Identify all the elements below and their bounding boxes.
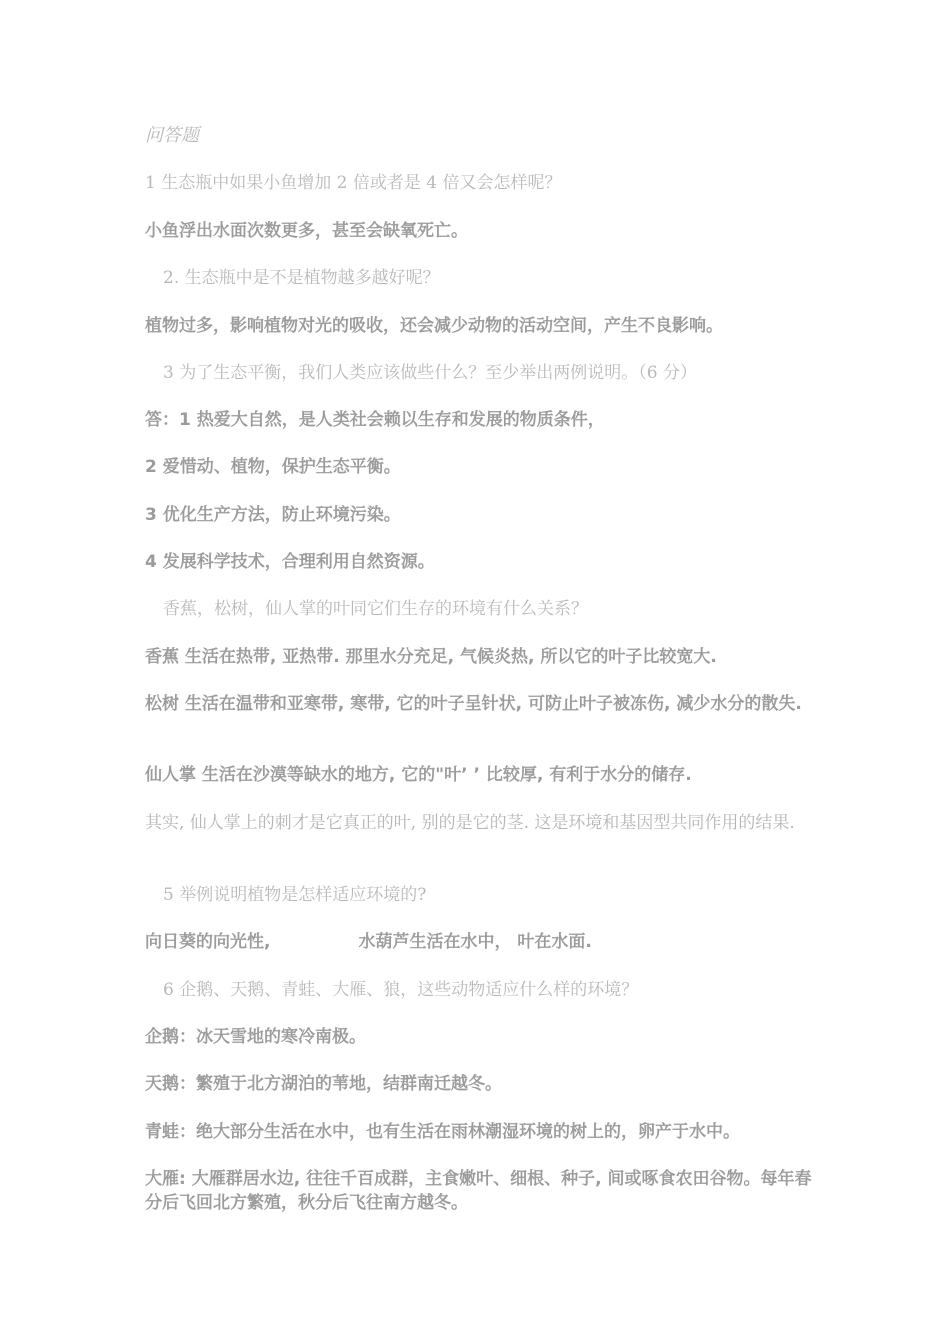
answer-6-wild-goose: 大雁: 大雁群居水边, 往往千百成群，主食嫩叶、细根、种子, 间或啄食农田谷物。每年春分后飞回北方繁殖，秋分后飞往南方越冬。 xyxy=(145,1169,812,1213)
question-3: 3 为了生态平衡，我们人类应该做些什么？至少举出两例说明。（6 分） xyxy=(163,363,697,383)
question-6: 6 企鹅、天鹅、青蛙、大雁、狼，这些动物适应什么样的环境？ xyxy=(163,980,639,1000)
answer-5 xyxy=(145,930,810,954)
answer-6-penguin: 企鹅：冰天雪地的寒冷南极。 xyxy=(145,1027,366,1047)
answer-3-item-2: 2 爱惜动、植物，保护生态平衡。 xyxy=(145,457,401,477)
page-title: 问答题 xyxy=(145,125,199,146)
question-5: 5 举例说明植物是怎样适应环境的? xyxy=(163,885,427,905)
answer-2: 植物过多，影响植物对光的吸收，还会减少动物的活动空间，产生不良影响。 xyxy=(145,316,723,336)
question-2: 2. 生态瓶中是不是植物越多越好呢？ xyxy=(163,268,440,288)
answer-3-item-3: 3 优化生产方法，防止环境污染。 xyxy=(145,505,401,525)
answer-4-cactus: 仙人掌 生活在沙漠等缺水的地方, 它的"叶’ ’ 比较厚, 有利于水分的储存. xyxy=(145,765,692,785)
answer-4-pine: 松树 生活在温带和亚寒带, 寒带, 它的叶子呈针状, 可防止叶子被冻伤, 减少水分的散失. xyxy=(145,694,802,714)
answer-3-item-4: 4 发展科学技术，合理利用自然资源。 xyxy=(145,552,435,572)
answer-5-water-hyacinth: 水葫芦生活在水中， 叶在水面. xyxy=(358,932,592,952)
answer-6-frog: 青蛙：绝大部分生活在水中，也有生活在雨林潮湿环境的树上的，卵产于水中。 xyxy=(145,1122,740,1142)
answer-3-item-1: 答：1 热爱大自然，是人类社会赖以生存和发展的物质条件， xyxy=(145,410,605,430)
question-4: 香蕉，松树，仙人掌的叶同它们生存的环境有什么关系？ xyxy=(163,599,588,619)
answer-5-sunflower: 向日葵的向光性, xyxy=(145,932,271,952)
answer-1: 小鱼浮出水面次数更多，甚至会缺氧死亡。 xyxy=(145,221,468,241)
answer-4-banana: 香蕉 生活在热带, 亚热带. 那里水分充足, 气候炎热, 所以它的叶子比较宽大. xyxy=(145,647,717,667)
question-1: 1 生态瓶中如果小鱼增加 2 倍或者是 4 倍又会怎样呢？ xyxy=(145,173,562,193)
answer-6-swan: 天鹅：繁殖于北方湖泊的苇地，结群南迁越冬。 xyxy=(145,1074,502,1094)
answer-4-note: 其实, 仙人掌上的刺才是它真正的叶, 别的是它的茎. 这是环境和基因型共同作用的结果. xyxy=(145,813,795,833)
